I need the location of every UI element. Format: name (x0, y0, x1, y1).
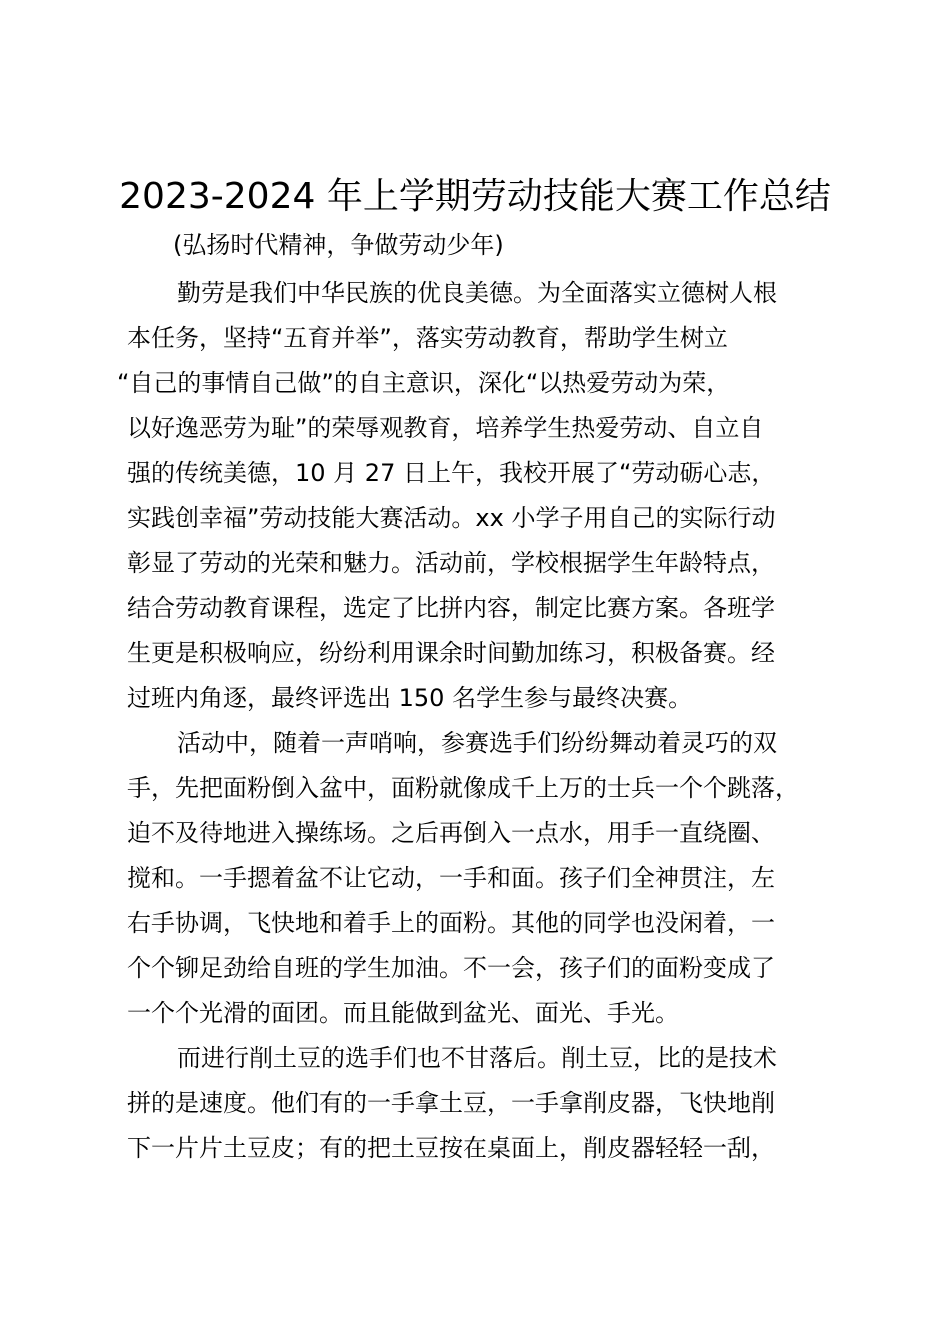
document-body (0, 271, 950, 1171)
paragraph-line: 迫不及待地进入操练场。之后再倒入一点水，用手一直绕圈、 (127, 819, 775, 847)
document-subtitle: (弘扬时代精神，争做劳动少年) (173, 231, 504, 259)
paragraph-line: 手，先把面粉倒入盆中，面粉就像成千上万的士兵一个个跳落， (127, 774, 799, 802)
paragraph-line: 拼的是速度。他们有的一手拿土豆，一手拿削皮器，飞快地削 (127, 1089, 775, 1117)
paragraph-line: 实践创幸福”劳动技能大赛活动。xx 小学子用自己的实际行动 (127, 504, 776, 532)
paragraph-line: 过班内角逐，最终评选出 150 名学生参与最终决赛。 (127, 684, 693, 712)
paragraph-line: 下一片片土豆皮；有的把土豆按在桌面上，削皮器轻轻一刮， (127, 1134, 775, 1162)
paragraph-3 (0, 1036, 950, 1171)
paragraph-line: 以好逸恶劳为耻”的荣辱观教育，培养学生热爱劳动、自立自 (127, 414, 764, 442)
paragraph-line: 一个个光滑的面团。而且能做到盆光、面光、手光。 (127, 999, 679, 1027)
paragraph-line: 而进行削土豆的选手们也不甘落后。削土豆，比的是技术 (177, 1044, 777, 1072)
paragraph-2 (0, 721, 950, 1036)
paragraph-line: 结合劳动教育课程，选定了比拼内容，制定比赛方案。各班学 (127, 594, 775, 622)
paragraph-line: 本任务，坚持“五育并举”，落实劳动教育，帮助学生树立 (127, 324, 728, 352)
paragraph-1 (0, 271, 950, 721)
paragraph-line: 强的传统美德，10 月 27 日上午，我校开展了“劳动砺心志， (127, 459, 776, 487)
paragraph-line: “自己的事情自己做”的自主意识，深化“以热爱劳动为荣， (117, 369, 731, 397)
paragraph-line: 右手协调，飞快地和着手上的面粉。其他的同学也没闲着，一 (127, 909, 775, 937)
paragraph-line: 活动中，随着一声哨响，参赛选手们纷纷舞动着灵巧的双 (177, 729, 777, 757)
paragraph-line: 彰显了劳动的光荣和魅力。活动前，学校根据学生年龄特点， (127, 549, 775, 577)
paragraph-line: 生更是积极响应，纷纷利用课余时间勤加练习，积极备赛。经 (127, 639, 775, 667)
paragraph-line: 搅和。一手摁着盆不让它动，一手和面。孩子们全神贯注，左 (127, 864, 775, 892)
document-title: 2023-2024 年上学期劳动技能大赛工作总结 (119, 176, 831, 217)
paragraph-line: 个个铆足劲给自班的学生加油。不一会，孩子们的面粉变成了 (127, 954, 775, 982)
paragraph-line: 勤劳是我们中华民族的优良美德。为全面落实立德树人根 (177, 279, 777, 307)
